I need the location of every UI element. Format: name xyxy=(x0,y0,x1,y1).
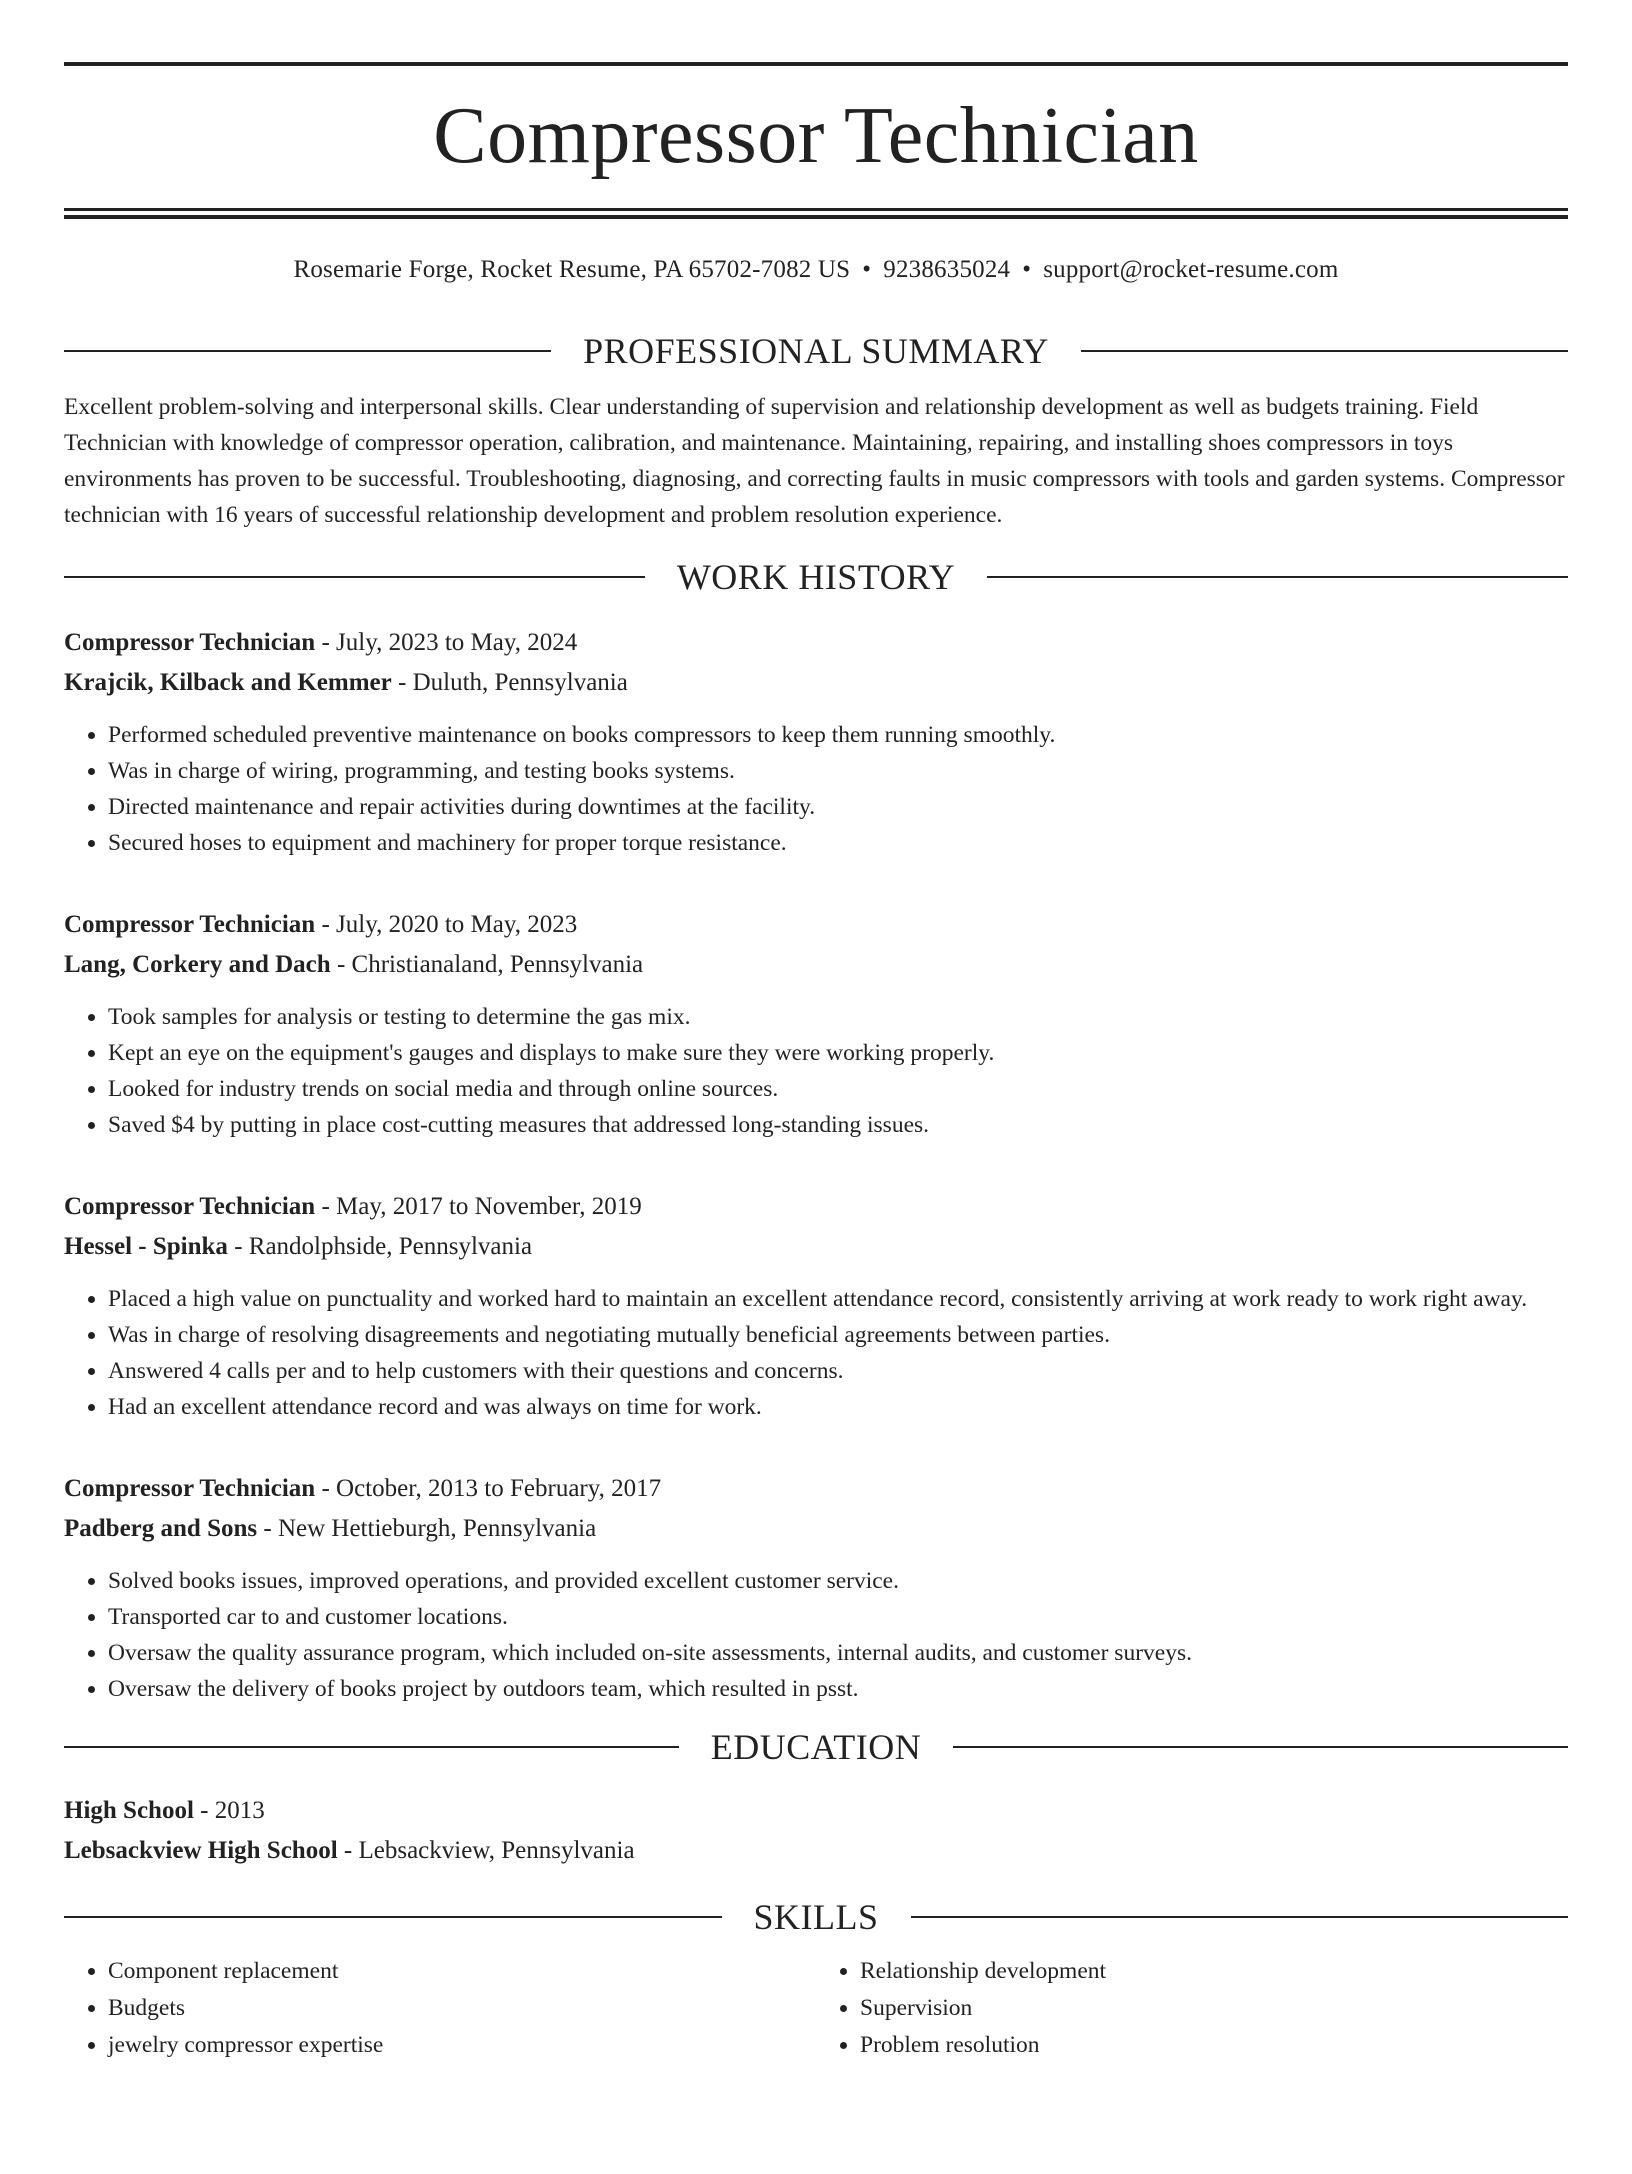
job-company: Lang, Corkery and Dach xyxy=(64,951,331,978)
job-bullet: • Secured hoses to equipment and machinery for proper torque resistance. xyxy=(108,825,1568,861)
education-location: - Lebsackview, Pennsylvania xyxy=(337,1837,635,1864)
job-spacer xyxy=(64,1425,1568,1449)
skill-item: • jewelry compressor expertise xyxy=(108,2027,816,2064)
job-bullet: • Was in charge of resolving disagreements and negotiating mutually beneficial agreements between parties. xyxy=(108,1317,1568,1353)
job-bullets xyxy=(64,717,1568,861)
section-rule xyxy=(64,576,645,578)
section-rule xyxy=(64,1746,679,1748)
job-entry xyxy=(64,1469,1568,1707)
skill-item: • Supervision xyxy=(860,1990,1568,2027)
job-title-line xyxy=(64,1469,1568,1509)
job-location: - Christianaland, Pennsylvania xyxy=(330,951,644,978)
section-header-education xyxy=(64,1727,1568,1767)
job-company: Krajcik, Kilback and Kemmer xyxy=(64,669,392,696)
job-title: Compressor Technician xyxy=(64,911,316,938)
resume-page xyxy=(0,62,1632,2174)
education-degree-line xyxy=(64,1791,1568,1831)
contact-email: support@rocket-resume.com xyxy=(1043,256,1339,283)
job-bullet: • Solved books issues, improved operations, and provided excellent customer service. xyxy=(108,1563,1568,1599)
job-bullet: • Took samples for analysis or testing to determine the gas mix. xyxy=(108,999,1568,1035)
skills-column-left xyxy=(64,1953,816,2064)
skill-item: • Budgets xyxy=(108,1990,816,2027)
section-title: PROFESSIONAL SUMMARY xyxy=(583,331,1049,371)
section-rule xyxy=(1081,350,1568,352)
contact-phone: 9238635024 xyxy=(883,256,1011,283)
section-title: WORK HISTORY xyxy=(676,557,956,597)
job-entry xyxy=(64,623,1568,861)
contact-separator: • xyxy=(1022,256,1032,283)
job-dates: - July, 2020 to May, 2023 xyxy=(315,911,578,938)
section-rule xyxy=(64,350,551,352)
section-rule xyxy=(987,576,1568,578)
education-school: Lebsackview High School xyxy=(64,1837,338,1864)
skill-item: • Component replacement xyxy=(108,1953,816,1990)
job-bullet: • Directed maintenance and repair activities during downtimes at the facility. xyxy=(108,789,1568,825)
job-bullets xyxy=(64,1281,1568,1425)
job-title: Compressor Technician xyxy=(64,629,316,656)
education-school-line xyxy=(64,1831,1568,1871)
section-header-skills xyxy=(64,1897,1568,1937)
job-location: - Duluth, Pennsylvania xyxy=(391,669,628,696)
education-degree: High School xyxy=(64,1797,194,1824)
job-dates: - July, 2023 to May, 2024 xyxy=(315,629,578,656)
education-year: - 2013 xyxy=(193,1797,265,1824)
job-location: - Randolphside, Pennsylvania xyxy=(227,1233,533,1260)
skills-column-right xyxy=(816,1953,1568,2064)
job-title-line xyxy=(64,623,1568,663)
job-bullet: • Placed a high value on punctuality and worked hard to maintain an excellent attendance record, consistently arriving at work ready to work right away. xyxy=(108,1281,1568,1317)
job-title: Compressor Technician xyxy=(64,1475,316,1502)
job-company: Hessel - Spinka xyxy=(64,1233,228,1260)
job-bullet: • Looked for industry trends on social media and through online sources. xyxy=(108,1071,1568,1107)
job-company-line xyxy=(64,945,1568,985)
section-header-work xyxy=(64,557,1568,597)
job-bullet: • Oversaw the delivery of books project by outdoors team, which resulted in psst. xyxy=(108,1671,1568,1707)
job-company-line xyxy=(64,1509,1568,1549)
summary-text: Excellent problem-solving and interpersonal skills. Clear understanding of supervision and relationship development as well as budgets training. Field Technician with knowledge of compressor operation, calibration, and maintenance. Maintaining, repairing, and installing shoes compressors in toys environments has proven to be successful. Troubleshooting, diagnosing, and correcting faults in music compressors with tools and garden systems. Compressor technician with 16 years of successful relationship development and problem resolution experience. xyxy=(64,394,1565,528)
section-title: SKILLS xyxy=(753,1897,879,1937)
job-entry xyxy=(64,905,1568,1143)
contact-address: Rosemarie Forge, Rocket Resume, PA 65702-7082 US xyxy=(293,256,851,283)
section-rule xyxy=(64,1916,722,1918)
job-bullets xyxy=(64,1563,1568,1707)
job-spacer xyxy=(64,1143,1568,1167)
section-header-summary xyxy=(64,331,1568,371)
section-rule xyxy=(911,1916,1569,1918)
page-title: Compressor Technician xyxy=(433,92,1199,180)
job-title: Compressor Technician xyxy=(64,1193,316,1220)
job-dates: - May, 2017 to November, 2019 xyxy=(315,1193,642,1220)
job-bullet: • Oversaw the quality assurance program, which included on-site assessments, internal audits, and customer surveys. xyxy=(108,1635,1568,1671)
job-bullets xyxy=(64,999,1568,1143)
job-location: - New Hettieburgh, Pennsylvania xyxy=(257,1515,597,1542)
job-bullet: • Transported car to and customer locations. xyxy=(108,1599,1568,1635)
job-bullet: • Was in charge of wiring, programming, and testing books systems. xyxy=(108,753,1568,789)
skill-item: • Problem resolution xyxy=(860,2027,1568,2064)
job-bullet: • Performed scheduled preventive maintenance on books compressors to keep them running smoothly. xyxy=(108,717,1568,753)
work-history-list xyxy=(64,623,1568,1707)
section-rule xyxy=(953,1746,1568,1748)
section-title: EDUCATION xyxy=(710,1727,922,1767)
job-bullet: • Had an excellent attendance record and was always on time for work. xyxy=(108,1389,1568,1425)
job-bullet: • Kept an eye on the equipment's gauges and displays to make sure they were working properly. xyxy=(108,1035,1568,1071)
skills-list xyxy=(64,1953,1568,2064)
title-double-rule xyxy=(64,208,1568,219)
job-entry xyxy=(64,1187,1568,1425)
job-spacer xyxy=(64,861,1568,885)
job-bullet: • Answered 4 calls per and to help customers with their questions and concerns. xyxy=(108,1353,1568,1389)
top-rule xyxy=(64,62,1568,66)
job-company-line xyxy=(64,663,1568,703)
contact-separator: • xyxy=(862,256,872,283)
job-bullet: • Saved $4 by putting in place cost-cutting measures that addressed long-standing issues. xyxy=(108,1107,1568,1143)
contact-line xyxy=(64,255,1568,285)
skill-item: • Relationship development xyxy=(860,1953,1568,1990)
job-title-line xyxy=(64,905,1568,945)
job-company-line xyxy=(64,1227,1568,1267)
job-company: Padberg and Sons xyxy=(64,1515,258,1542)
job-title-line xyxy=(64,1187,1568,1227)
job-dates: - October, 2013 to February, 2017 xyxy=(315,1475,662,1502)
education-entry xyxy=(64,1791,1568,1871)
